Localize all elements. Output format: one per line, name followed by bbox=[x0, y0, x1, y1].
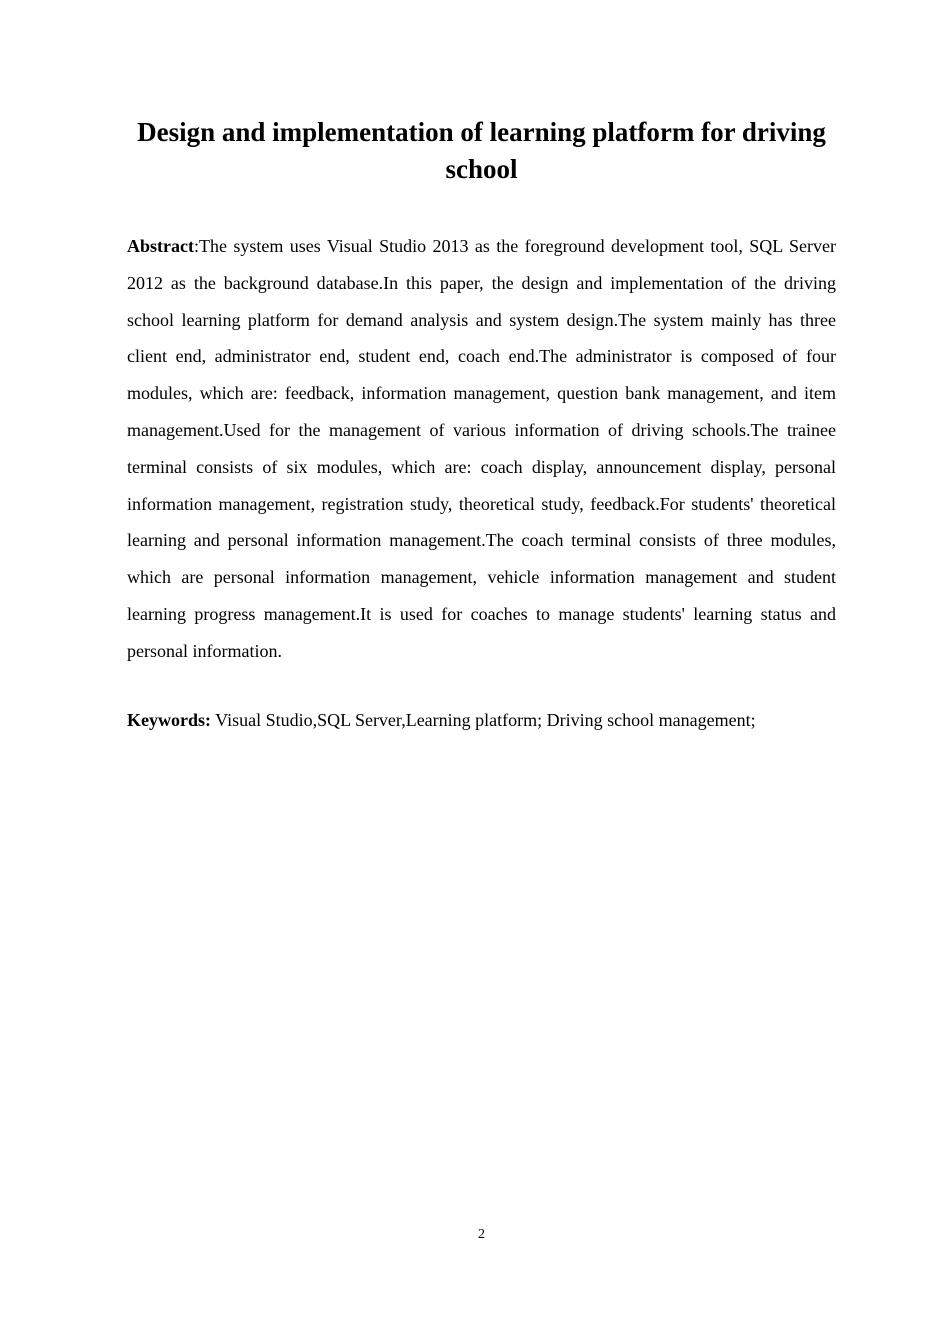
page-number: 2 bbox=[478, 1227, 485, 1242]
abstract-label: Abstract bbox=[127, 236, 194, 256]
abstract-text: The system uses Visual Studio 2013 as the foreground development tool, SQL Server 2012 as the background database.In this paper, the design and implementation of the driving school learning platform for demand analysis and system design.The system mainly has three client end, administrator end, student end, coach end.The administrator is composed of four modules, which are: feedback, information management, question bank management, and item management.Used for the management of various information of driving schools.The trainee terminal consists of six modules, which are: coach display, announcement display, personal information management, registration study, theoretical study, feedback.For students' theoretical learning and personal information management.The coach terminal consists of three modules, which are personal information management, vehicle information management and student learning progress management.It is used for coaches to manage students' learning status and personal information. bbox=[127, 236, 836, 661]
abstract-paragraph bbox=[127, 228, 836, 670]
keywords-label: Keywords: bbox=[127, 710, 211, 730]
paper-title: Design and implementation of learning platform for driving school bbox=[137, 117, 826, 184]
abstract-separator: : bbox=[193, 236, 199, 256]
keywords-paragraph bbox=[127, 706, 836, 734]
keywords-text: Visual Studio,SQL Server,Learning platform; Driving school management; bbox=[211, 710, 756, 730]
